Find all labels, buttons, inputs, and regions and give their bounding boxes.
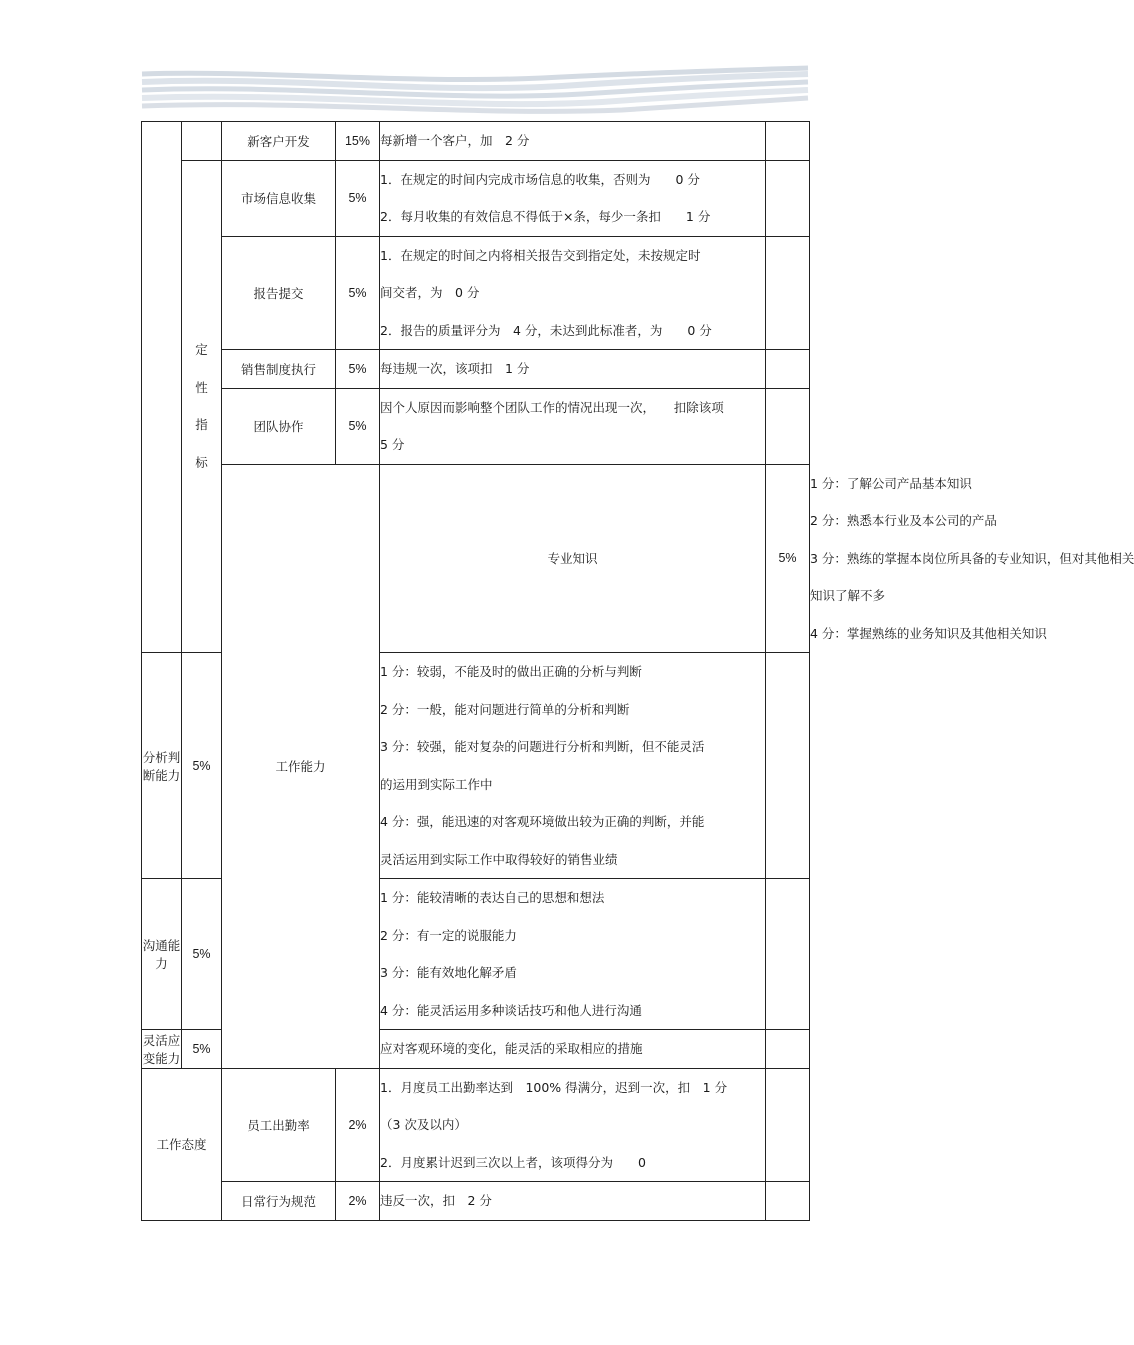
criteria-line: 1 分：较弱，不能及时的做出正确的分析与判断 (380, 664, 642, 679)
qualitative-char: 指 (195, 417, 208, 433)
item-name: 沟通能力 (142, 879, 182, 1030)
criteria-line: 5 分 (380, 437, 405, 452)
criteria-line: 每违规一次，该项扣 1 分 (380, 361, 530, 376)
item-weight: 5% (336, 236, 380, 350)
table-row (142, 1068, 810, 1182)
criteria-line: 2 分：一般，能对问题进行简单的分析和判断 (380, 701, 630, 717)
subcategory-blank-cell (182, 122, 222, 161)
work-attitude-label: 工作态度 (142, 1068, 222, 1220)
table-row (142, 350, 810, 389)
criteria-line: 1．在规定的时间内完成市场信息的收集，否则为 0 分 (380, 171, 700, 187)
work-ability-label: 工作能力 (222, 464, 380, 1068)
item-criteria (380, 1182, 766, 1221)
criteria-line: 每新增一个客户，加 2 分 (380, 133, 530, 148)
item-weight: 2% (336, 1182, 380, 1221)
criteria-line: 1．月度员工出勤率达到 100% 得满分，迟到一次，扣 1 分 (380, 1079, 728, 1095)
table-row (142, 388, 810, 464)
item-criteria (380, 1030, 766, 1069)
item-name: 员工出勤率 (222, 1068, 336, 1182)
qualitative-indicator-label (182, 160, 222, 653)
score-cell (766, 653, 810, 879)
qualitative-char: 定 (195, 342, 208, 358)
item-name: 日常行为规范 (222, 1182, 336, 1221)
criteria-line: 的运用到实际工作中 (380, 776, 493, 792)
criteria-line: 2．月度累计迟到三次以上者，该项得分为 0 (380, 1154, 646, 1170)
item-criteria (380, 122, 766, 161)
item-name: 分析判断能力 (142, 653, 182, 879)
item-criteria (380, 160, 766, 236)
score-cell (766, 160, 810, 236)
criteria-line: 灵活运用到实际工作中取得较好的销售业绩 (380, 851, 618, 867)
criteria-line: 1．在规定的时间之内将相关报告交到指定处，未按规定时 (380, 247, 701, 263)
qualitative-char: 标 (195, 454, 208, 470)
criteria-line: 应对客观环境的变化，能灵活的采取相应的措施 (380, 1041, 643, 1056)
score-cell (766, 388, 810, 464)
item-name: 专业知识 (380, 464, 766, 653)
item-name: 团队协作 (222, 388, 336, 464)
item-name: 市场信息收集 (222, 160, 336, 236)
criteria-line: 2．报告的质量评分为 4 分，未达到此标准者，为 0 分 (380, 322, 712, 338)
item-weight: 5% (336, 160, 380, 236)
table-row (142, 160, 810, 236)
criteria-line: （3 次及以内） (380, 1117, 467, 1132)
score-cell (766, 350, 810, 389)
item-criteria (380, 388, 766, 464)
category-blank-cell (142, 122, 182, 653)
item-weight: 5% (182, 653, 222, 879)
score-cell (766, 1182, 810, 1221)
item-criteria (380, 1068, 766, 1182)
criteria-line: 因个人原因而影响整个团队工作的情况出现一次， 扣除该项 (380, 399, 724, 415)
item-name: 新客户开发 (222, 122, 336, 161)
criteria-line: 3 分：较强，能对复杂的问题进行分析和判断，但不能灵活 (380, 739, 705, 754)
table-row: 工作能力 专业知识 5% 1 分：了解公司产品基本知识 2 分：熟悉本行业及本公司的产品 3 分：熟练的掌握本岗位所具备的专业知识，但对其他相关 知识了解不多 4 分：掌握熟练的业务知识及其他相关知识 (142, 464, 810, 653)
criteria-line: 间交者，为 0 分 (380, 285, 480, 300)
header-wave-banner (142, 68, 808, 112)
item-weight: 5% (336, 350, 380, 389)
item-weight: 2% (336, 1068, 380, 1182)
item-name: 报告提交 (222, 236, 336, 350)
qualitative-char: 性 (195, 379, 208, 395)
criteria-line: 1 分：能较清晰的表达自己的思想和想法 (380, 890, 605, 905)
item-name: 销售制度执行 (222, 350, 336, 389)
item-name: 灵活应变能力 (142, 1030, 182, 1069)
item-criteria (380, 879, 766, 1030)
item-weight: 15% (336, 122, 380, 161)
score-cell (766, 879, 810, 1030)
criteria-line: 4 分：强，能迅速的对客观环境做出较为正确的判断，并能 (380, 814, 705, 829)
table-row (142, 122, 810, 161)
item-weight: 5% (766, 464, 810, 653)
table-row (142, 236, 810, 350)
score-cell (766, 122, 810, 161)
item-weight: 5% (336, 388, 380, 464)
criteria-line: 2．每月收集的有效信息不得低于×条，每少一条扣 1 分 (380, 209, 711, 224)
item-criteria (380, 236, 766, 350)
criteria-line: 违反一次，扣 2 分 (380, 1193, 492, 1208)
item-weight: 5% (182, 1030, 222, 1069)
item-criteria (380, 653, 766, 879)
criteria-line: 4 分：能灵活运用多种谈话技巧和他人进行沟通 (380, 1002, 642, 1018)
criteria-line: 2 分：有一定的说服能力 (380, 927, 517, 943)
score-cell (766, 236, 810, 350)
criteria-line: 3 分：能有效地化解矛盾 (380, 965, 517, 980)
kpi-table (141, 121, 1134, 1221)
item-weight: 5% (182, 879, 222, 1030)
table-row (142, 1182, 810, 1221)
item-criteria (380, 350, 766, 389)
score-cell (766, 1030, 810, 1069)
score-cell (766, 1068, 810, 1182)
